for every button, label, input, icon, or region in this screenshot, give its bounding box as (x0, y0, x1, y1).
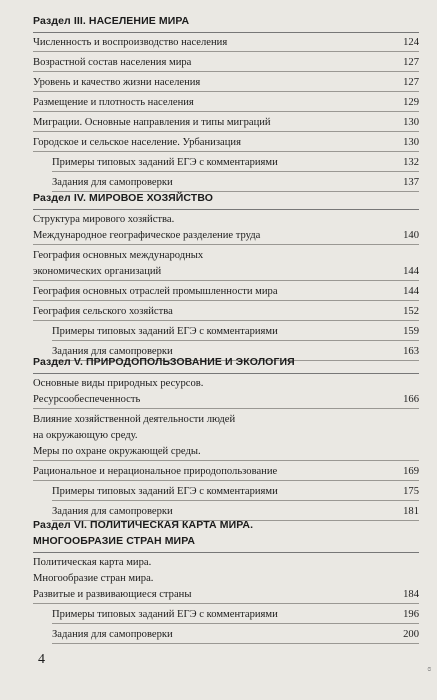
toc-entry-page: 137 (403, 177, 419, 188)
toc-entry-title: География основных международных (33, 250, 204, 261)
toc-entry-page: 132 (403, 157, 419, 168)
toc-entry-page: 127 (403, 77, 419, 88)
section-title-line: МНОГООБРАЗИЕ СТРАН МИРА (33, 535, 196, 547)
toc-entry (33, 248, 419, 281)
toc-entry-page: 181 (403, 506, 419, 517)
toc-entry-title: Структура мирового хозяйства. (33, 214, 175, 225)
toc-entry (52, 324, 419, 341)
toc-entry (33, 212, 419, 245)
toc-entry-page: 130 (403, 117, 419, 128)
toc-section (33, 354, 419, 524)
toc-entry-page: 130 (403, 137, 419, 148)
toc-entry-title: Рациональное и нерациональное природопользование (33, 466, 278, 477)
section-divider (33, 373, 419, 374)
section-divider (33, 209, 419, 210)
toc-section (33, 190, 419, 364)
section-title-line: Раздел III. НАСЕЛЕНИЕ МИРА (33, 15, 190, 27)
toc-entry (52, 484, 419, 501)
toc-entry-title: Миграции. Основные направления и типы миграций (33, 117, 271, 128)
toc-entry (33, 55, 419, 72)
toc-entry-page: 159 (403, 326, 419, 337)
toc-entry (33, 135, 419, 152)
toc-entry-title: Влияние хозяйственной деятельности людей (33, 414, 236, 425)
toc-entry-title: Задания для самопроверки (52, 346, 173, 357)
toc-entry-title: Задания для самопроверки (52, 629, 173, 640)
section-title (33, 13, 419, 29)
print-mark: ɞ (427, 664, 431, 673)
toc-entry-title: Ресурсообеспеченность (33, 394, 141, 405)
toc-entry (33, 376, 419, 409)
section-title (33, 517, 419, 549)
section-divider (33, 552, 419, 553)
toc-entry-page: 140 (403, 230, 419, 241)
toc-entry-title: Основные виды природных ресурсов. (33, 378, 204, 389)
toc-section (33, 13, 419, 195)
toc-entry-title: Возрастной состав населения мира (33, 57, 192, 68)
toc-entry (33, 555, 419, 604)
toc-entry-page: 175 (403, 486, 419, 497)
toc-entry (33, 35, 419, 52)
toc-entry-page: 144 (403, 286, 419, 297)
toc-entry-title: Задания для самопроверки (52, 506, 173, 517)
toc-entry-title: Примеры типовых заданий ЕГЭ с комментариями (52, 157, 278, 168)
toc-entry (33, 95, 419, 112)
toc-entry (33, 75, 419, 92)
toc-entry (33, 412, 419, 461)
toc-entry-title: экономических организаций (33, 266, 162, 277)
toc-entry-title: Размещение и плотность населения (33, 97, 194, 108)
toc-entry-title: Примеры типовых заданий ЕГЭ с комментариями (52, 486, 278, 497)
toc-entry-page: 152 (403, 306, 419, 317)
toc-entry-page: 200 (403, 629, 419, 640)
section-divider (33, 32, 419, 33)
toc-entry-title: Многообразие стран мира. (33, 573, 154, 584)
toc-entry-page: 196 (403, 609, 419, 620)
toc-section (33, 517, 419, 647)
section-title (33, 190, 419, 206)
section-title-line: Раздел V. ПРИРОДОПОЛЬЗОВАНИЕ И ЭКОЛОГИЯ (33, 356, 295, 368)
toc-entry-title: Уровень и качество жизни населения (33, 77, 201, 88)
toc-entry-title: Международное географическое разделение труда (33, 230, 261, 241)
toc-entry-title: Политическая карта мира. (33, 557, 152, 568)
toc-entry-page: 169 (403, 466, 419, 477)
toc-entry-page: 184 (403, 589, 419, 600)
toc-entry (52, 627, 419, 644)
toc-entry-title: География сельского хозяйства (33, 306, 173, 317)
toc-entry-page: 129 (403, 97, 419, 108)
section-title (33, 354, 419, 370)
section-title-line: Раздел IV. МИРОВОЕ ХОЗЯЙСТВО (33, 192, 214, 204)
toc-entry (33, 284, 419, 301)
toc-entry-title: География основных отраслей промышленности мира (33, 286, 278, 297)
toc-entry-title: Задания для самопроверки (52, 177, 173, 188)
toc-entry-page: 124 (403, 37, 419, 48)
toc-entry-title: Городское и сельское население. Урбанизация (33, 137, 241, 148)
toc-entry-page: 166 (403, 394, 419, 405)
toc-entry-page: 127 (403, 57, 419, 68)
toc-entry-title: Численность и воспроизводство населения (33, 37, 228, 48)
toc-entry (52, 607, 419, 624)
toc-entry-title: на окружающую среду. (33, 430, 138, 441)
toc-entry-title: Примеры типовых заданий ЕГЭ с комментариями (52, 326, 278, 337)
toc-entry-title: Примеры типовых заданий ЕГЭ с комментариями (52, 609, 278, 620)
toc-entry-title: Меры по охране окружающей среды. (33, 446, 201, 457)
toc-entry-title: Развитые и развивающиеся страны (33, 589, 192, 600)
toc-entry (52, 155, 419, 172)
toc-entry (33, 464, 419, 481)
toc-entry-page: 163 (403, 346, 419, 357)
toc-entry (33, 115, 419, 132)
page-number: 4 (38, 652, 45, 667)
toc-entry (33, 304, 419, 321)
toc-entry-page: 144 (403, 266, 419, 277)
section-title-line: Раздел VI. ПОЛИТИЧЕСКАЯ КАРТА МИРА. (33, 519, 254, 531)
